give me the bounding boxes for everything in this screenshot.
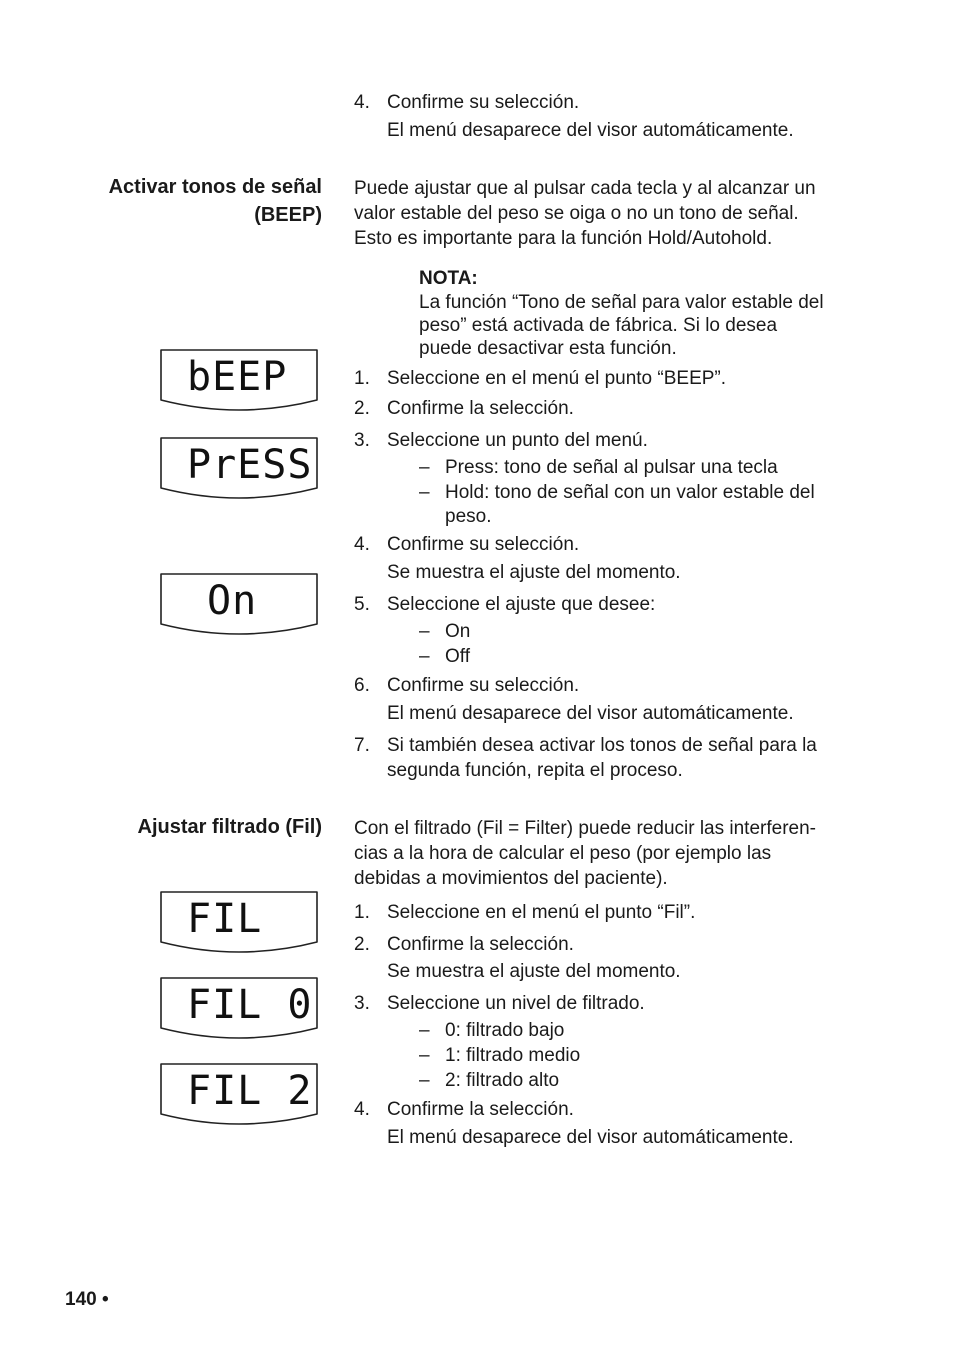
option-text: On <box>445 621 471 642</box>
step-text: Si también desea activar los tonos de señal para la <box>387 735 817 756</box>
step-text: Confirme su selección. <box>387 534 580 555</box>
step-text: Confirme su selección. <box>387 92 580 113</box>
step-number: 2. <box>354 934 370 955</box>
lcd-display-beep <box>159 348 319 414</box>
dash-bullet: – <box>419 1045 430 1066</box>
step-text: Confirme su selección. <box>387 675 580 696</box>
option-text: Hold: tono de señal con un valor estable del <box>445 482 815 503</box>
step-text: Confirme la selección. <box>387 934 574 955</box>
lcd-text: PrESS <box>187 442 313 488</box>
option-text: Press: tono de señal al pulsar una tecla <box>445 457 778 478</box>
lcd-text: FIL <box>187 896 263 942</box>
lcd-display-press <box>159 436 319 502</box>
option-text: 1: filtrado medio <box>445 1045 581 1066</box>
section-heading: Activar tonos de señal <box>108 176 322 198</box>
paragraph-line: debidas a movimientos del paciente). <box>354 868 668 889</box>
step-number: 7. <box>354 735 370 756</box>
step-subtext: El menú desaparece del visor automáticamente. <box>387 703 794 724</box>
step-subtext: El menú desaparece del visor automáticamente. <box>387 120 794 141</box>
step-subtext: Se muestra el ajuste del momento. <box>387 562 681 583</box>
paragraph-line: valor estable del peso se oiga o no un tono de señal. <box>354 203 799 224</box>
lcd-text: bEEP <box>187 354 288 400</box>
lcd-text: On <box>207 578 258 624</box>
lcd-display-on <box>159 572 319 638</box>
dash-bullet: – <box>419 482 430 503</box>
lcd-display-fil <box>159 890 319 956</box>
dash-bullet: – <box>419 1070 430 1091</box>
option-text-line2: peso. <box>445 506 492 527</box>
lcd-display-fil-2 <box>159 1062 319 1128</box>
paragraph-line: Con el filtrado (Fil = Filter) puede reducir las interferen- <box>354 818 816 839</box>
step-text: Seleccione un nivel de filtrado. <box>387 993 645 1014</box>
step-text: Seleccione el ajuste que desee: <box>387 594 656 615</box>
option-text: Off <box>445 646 470 667</box>
note-line: La función “Tono de señal para valor estable del <box>419 292 824 313</box>
paragraph-line: Esto es importante para la función Hold/Autohold. <box>354 228 773 249</box>
step-text: Confirme la selección. <box>387 398 574 419</box>
step-number: 4. <box>354 534 370 555</box>
paragraph-line: cias a la hora de calcular el peso (por ejemplo las <box>354 843 772 864</box>
step-number: 4. <box>354 1099 370 1120</box>
lcd-display-fil-0 <box>159 976 319 1042</box>
step-text: Seleccione un punto del menú. <box>387 430 648 451</box>
lcd-text: FIL 2 <box>187 1068 313 1114</box>
dash-bullet: – <box>419 457 430 478</box>
lcd-text: FIL 0 <box>187 982 313 1028</box>
step-number: 3. <box>354 430 370 451</box>
step-number: 5. <box>354 594 370 615</box>
option-text: 0: filtrado bajo <box>445 1020 565 1041</box>
page-number: 140 • <box>65 1289 109 1310</box>
section-heading: Ajustar filtrado (Fil) <box>137 816 322 838</box>
option-text: 2: filtrado alto <box>445 1070 560 1091</box>
step-number: 6. <box>354 675 370 696</box>
step-number: 1. <box>354 368 370 389</box>
note-line: peso” está activada de fábrica. Si lo desea <box>419 315 778 336</box>
step-text: Seleccione en el menú el punto “BEEP”. <box>387 368 727 389</box>
section-heading-line2: (BEEP) <box>254 204 322 226</box>
step-subtext: Se muestra el ajuste del momento. <box>387 961 681 982</box>
dash-bullet: – <box>419 1020 430 1041</box>
dash-bullet: – <box>419 646 430 667</box>
step-subtext: El menú desaparece del visor automáticamente. <box>387 1127 794 1148</box>
paragraph-line: Puede ajustar que al pulsar cada tecla y al alcanzar un <box>354 178 816 199</box>
step-number: 4. <box>354 92 370 113</box>
note-line: puede desactivar esta función. <box>419 338 677 359</box>
step-text: Seleccione en el menú el punto “Fil”. <box>387 902 696 923</box>
step-text: Confirme la selección. <box>387 1099 574 1120</box>
step-text-line2: segunda función, repita el proceso. <box>387 760 683 781</box>
step-number: 2. <box>354 398 370 419</box>
step-number: 3. <box>354 993 370 1014</box>
note-title: NOTA: <box>419 268 478 289</box>
step-number: 1. <box>354 902 370 923</box>
dash-bullet: – <box>419 621 430 642</box>
